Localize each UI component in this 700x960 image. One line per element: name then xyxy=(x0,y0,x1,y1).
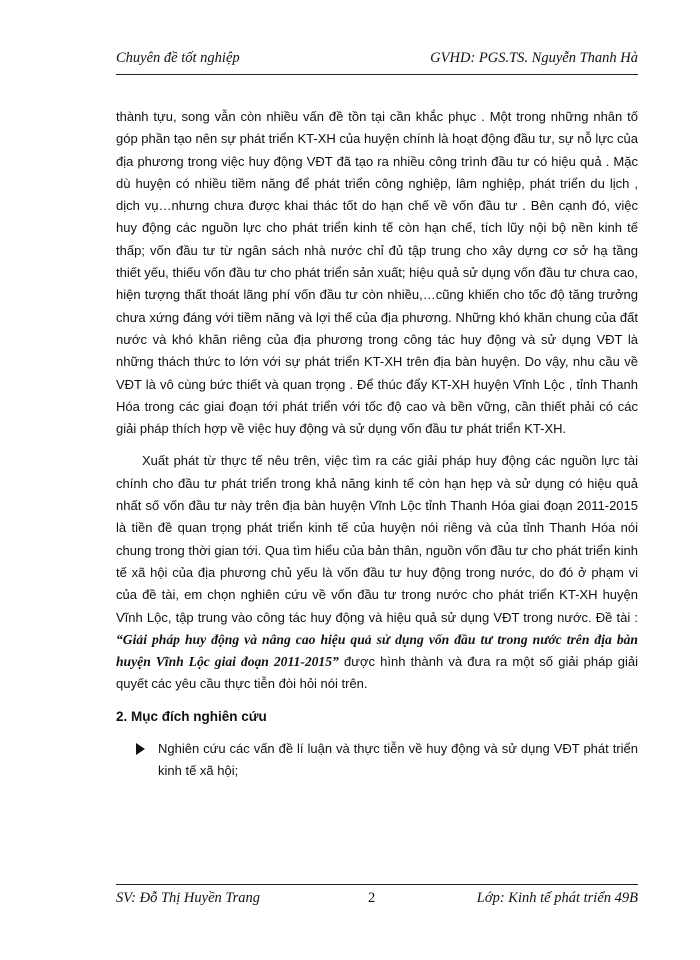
thesis-title-emphasis: “Giải pháp huy động và nâng cao hiệu quả sử dụng vốn đầu tư trong nước trên địa bàn huyện Vĩnh Lộc giai đoạn 2011-2015” xyxy=(116,631,638,670)
footer-class: Lớp: Kinh tế phát triển 49B xyxy=(476,890,638,906)
footer-student-name: SV: Đỗ Thị Huyền Trang xyxy=(116,890,261,906)
body-paragraph-2 xyxy=(116,450,638,695)
page-number: 2 xyxy=(368,890,376,906)
body-paragraph-1: thành tựu, song vẫn còn nhiều vấn đề tồn tại cần khắc phục . Một trong những nhân tố góp phần tạo nên sự phát triển KT-XH của huyện chính là hoạt động đầu tư, sự nỗ lực của địa phương trong việc huy động VĐT đã tạo ra nhiều công trình đầu tư có hiệu quả . Mặc dù huyện có nhiều tiềm năng để phát triển công nghiệp, lâm nghiệp, phát triển du lịch , dịch vụ…nhưng chưa được khai thác tốt do hạn chế về vốn đầu tư . Bên cạnh đó, việc huy động các nguồn lực cho phát triển kinh tế còn hạn chế, tích lũy nội bộ nền kinh tế thấp; vốn đầu tư từ ngân sách nhà nước chỉ đủ tập trung cho xây dựng cơ sở hạ tầng thiết yếu, thiếu vốn đầu tư cho phát triển sản xuất; hiệu quả sử dụng vốn đầu tư chưa cao, hiện tượng thất thoát lãng phí vốn đầu tư còn nhiều,…cũng khiến cho tốc độ tăng trưởng chưa xứng đáng với tiềm năng và lợi thế của địa phương. Những khó khăn chung của đất nước và khó khăn riêng của địa phương trong công tác huy động và sử dụng VĐT là những thách thức to lớn với sự phát triển KT-XH trên địa bàn huyện. Do vậy, nhu cầu về VĐT là vô cùng bức thiết và quan trọng . Để thúc đẩy KT-XH huyện Vĩnh Lộc , tỉnh Thanh Hóa trong các giai đoạn tới phát triển với tốc độ cao và bền vững, cần thiết phải có các giải pháp thích hợp về việc huy động và sử dụng vốn đầu tư phát triển KT-XH. xyxy=(116,109,638,437)
header-supervisor: GVHD: PGS.TS. Nguyễn Thanh Hà xyxy=(430,50,638,66)
page-content xyxy=(116,106,638,782)
header-document-type: Chuyên đề tốt nghiệp xyxy=(116,50,240,66)
section-heading: 2. Mục đích nghiên cứu xyxy=(116,708,267,724)
arrow-bullet-icon xyxy=(136,743,145,755)
paragraph-2-text-start: Xuất phát từ thực tế nêu trên, việc tìm ra các giải pháp huy động các nguồn lực tài chính cho đầu tư phát triển trong khả năng kinh tế còn hạn hẹp và sử dụng có hiệu quả nhất số vốn đầu tư này trên địa bàn huyện Vĩnh Lộc tỉnh Thanh Hóa giai đoạn 2011-2015 là tiền đề quan trọng phát triển kinh tế của huyện nói riêng và của tỉnh Thanh Hóa nói chung trong thời gian tới. Qua tìm hiểu của bản thân, nguồn vốn đầu tư cho phát triển kinh tế xã hội của địa phương chủ yếu là vốn đầu tư huy động trong nước, do đó ở phạm vi của đề tài, em chọn nghiên cứu về vốn đầu tư trong nước cho phát triển KT-XH huyện Vĩnh Lộc, tập trung vào công tác huy động và hiệu quả sử dụng VĐT trong nước. Đề tài : xyxy=(116,453,638,625)
page-footer xyxy=(116,884,638,911)
list-item-text: Nghiên cứu các vấn đề lí luận và thực tiễn về huy động và sử dụng VĐT phát triển kinh tế xã hội; xyxy=(158,740,638,779)
list-item xyxy=(116,738,638,783)
page-header xyxy=(116,48,638,75)
paragraph-2-text-end: được hình thành và đưa ra một số giải pháp giải quyết các yêu cầu thực tiễn đòi hỏi nói trên. xyxy=(116,654,638,692)
